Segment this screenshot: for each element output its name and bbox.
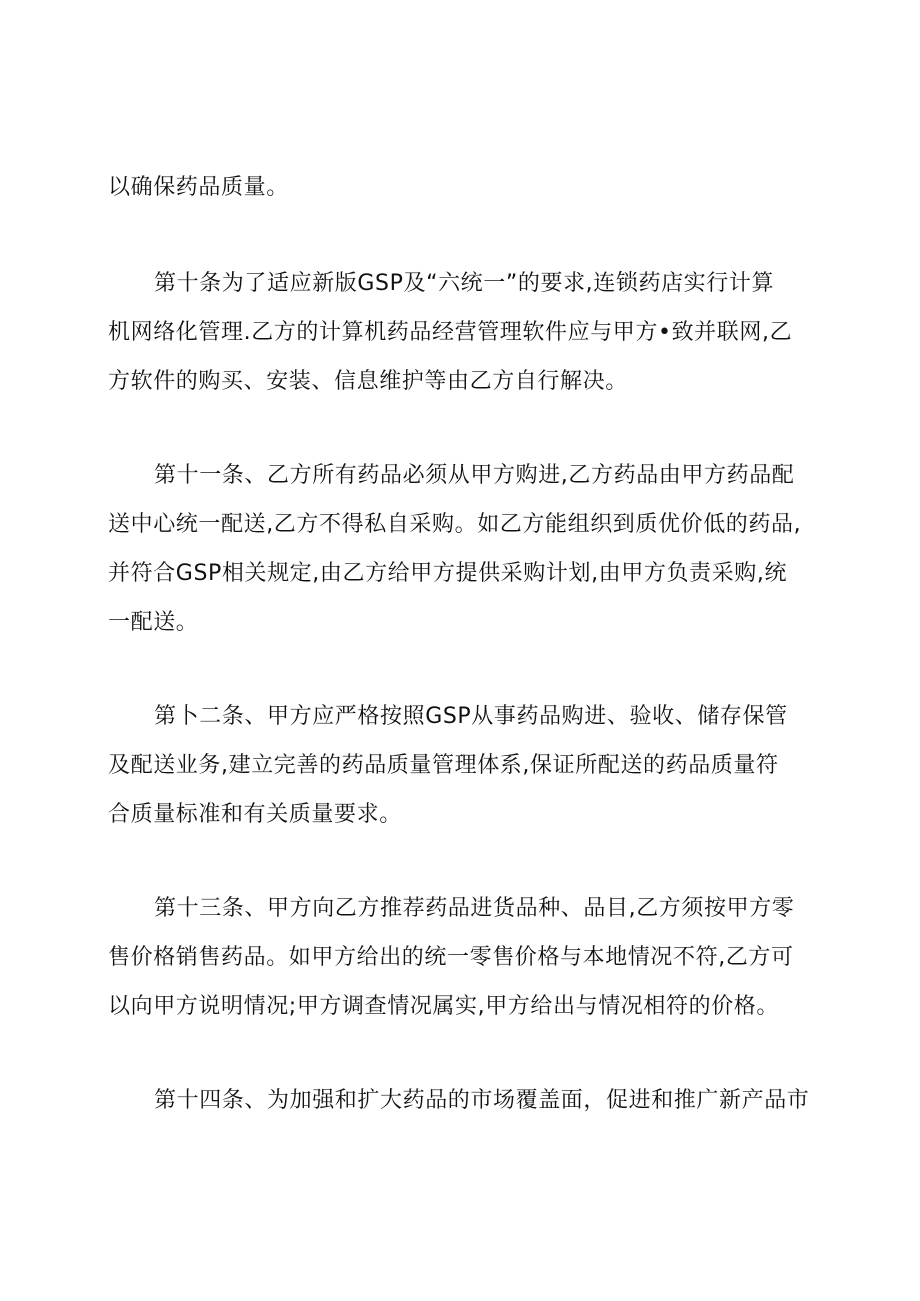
paragraph-line: 以确保药品质量。: [108, 175, 289, 200]
paragraph-article-11: [108, 451, 828, 647]
paragraph-article-13: [108, 884, 828, 1031]
paragraph-article-14: [108, 1076, 828, 1125]
paragraph-line: 售价格销售药品。如甲方给出的统一零售价格与本地情况不符,乙方可: [108, 945, 794, 970]
paragraph-line: 第卜二条、甲方应严格按照GSP从事药品购进、验收、储存保管: [154, 704, 788, 729]
paragraph-line: 送中心统一配送,乙方不得私自采购。如乙方能组织到质优价低的药品,: [108, 512, 802, 537]
paragraph-article-12: [108, 692, 828, 839]
paragraph-article-10: [108, 259, 828, 406]
paragraph-line: 以向甲方说明情况;甲方调查情况属实,甲方给出与情况相符的价格。: [108, 994, 780, 1019]
paragraph-line: 机网络化管理.乙方的计算机药品经营管理软件应与甲方•致并联网,乙: [108, 320, 793, 345]
paragraph-line: 一配送。: [108, 610, 199, 635]
paragraph-line: 第十四条、为加强和扩大药品的市场覆盖面，促进和推广新产品市: [154, 1088, 810, 1113]
paragraph-line: 第十条为了适应新版GSP及“六统一”的要求,连锁药店实行计算: [154, 271, 775, 296]
paragraph-line: 并符合GSP相关规定,由乙方给甲方提供采购计划,由甲方负责采购,统: [108, 561, 788, 586]
paragraph-line: 及配送业务,建立完善的药品质量管理体系,保证所配送的药品质量符: [108, 753, 779, 778]
paragraph-line: 第十一条、乙方所有药品必须从甲方购进,乙方药品由甲方药品配: [154, 463, 795, 488]
paragraph-line: 合质量标准和有关质量要求。: [108, 802, 402, 827]
paragraph-line: 第十三条、甲方向乙方推荐药品进货品种、品目,乙方须按甲方零: [154, 896, 795, 921]
paragraph-line: 方软件的购买、安装、信息维护等由乙方自行解决。: [108, 369, 628, 394]
paragraph-continuation: [108, 163, 828, 212]
